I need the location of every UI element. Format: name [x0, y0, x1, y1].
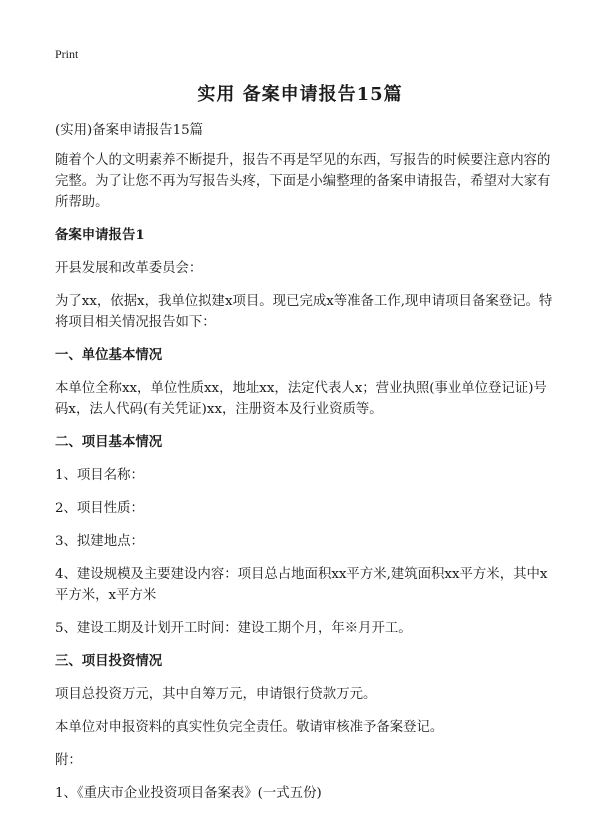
- declaration-paragraph: 本单位对申报资料的真实性负完全责任。敬请审核准予备案登记。: [55, 720, 444, 735]
- document-body: [55, 120, 555, 816]
- heading-investment: 三、项目投资情况: [55, 653, 163, 669]
- project-item-scale: 4、建设规模及主要建设内容：项目总占地面积xx平方米,建筑面积xx平方米，其中x平方米，x平方米: [55, 567, 548, 603]
- investment-paragraph: 项目总投资万元，其中自筹万元，申请银行贷款万元。: [55, 687, 377, 702]
- project-item-schedule: 5、建设工期及计划开工时间：建设工期个月，年※月开工。: [55, 621, 412, 636]
- intro-paragraph: 随着个人的文明素养不断提升，报告不再是罕见的东西，写报告的时候要注意内容的完整。为了让您不再为写报告头疼，下面是小编整理的备案申请报告，希望对大家有所帮助。: [55, 153, 551, 210]
- addressee-line: 开县发展和改革委员会：: [55, 261, 203, 276]
- document-subtitle: (实用)备案申请报告15篇: [55, 123, 204, 138]
- section-title: 备案申请报告1: [55, 227, 145, 243]
- print-link[interactable]: Print: [55, 47, 79, 61]
- project-item-nature: 2、项目性质：: [55, 501, 144, 516]
- unit-info-paragraph: 本单位全称xx，单位性质xx，地址xx，法定代表人x；营业执照(事业单位登记证)号码x，法人代码(有关凭证)xx，注册资本及行业资质等。: [55, 381, 547, 417]
- project-item-name: 1、项目名称：: [55, 468, 144, 483]
- heading-project-info: 二、项目基本情况: [55, 434, 163, 450]
- attachment-item: 1、《重庆市企业投资项目备案表》(一式五份): [55, 786, 322, 801]
- attachments-label: 附：: [55, 753, 82, 768]
- project-item-location: 3、拟建地点：: [55, 534, 144, 549]
- heading-unit-info: 一、单位基本情况: [55, 347, 163, 363]
- opening-paragraph: 为了xx，依据x，我单位拟建x项目。现已完成x等准备工作,现申请项目备案登记。特将项目相关情况报告如下：: [55, 294, 553, 330]
- document-title: 实用 备案申请报告15篇: [197, 84, 403, 105]
